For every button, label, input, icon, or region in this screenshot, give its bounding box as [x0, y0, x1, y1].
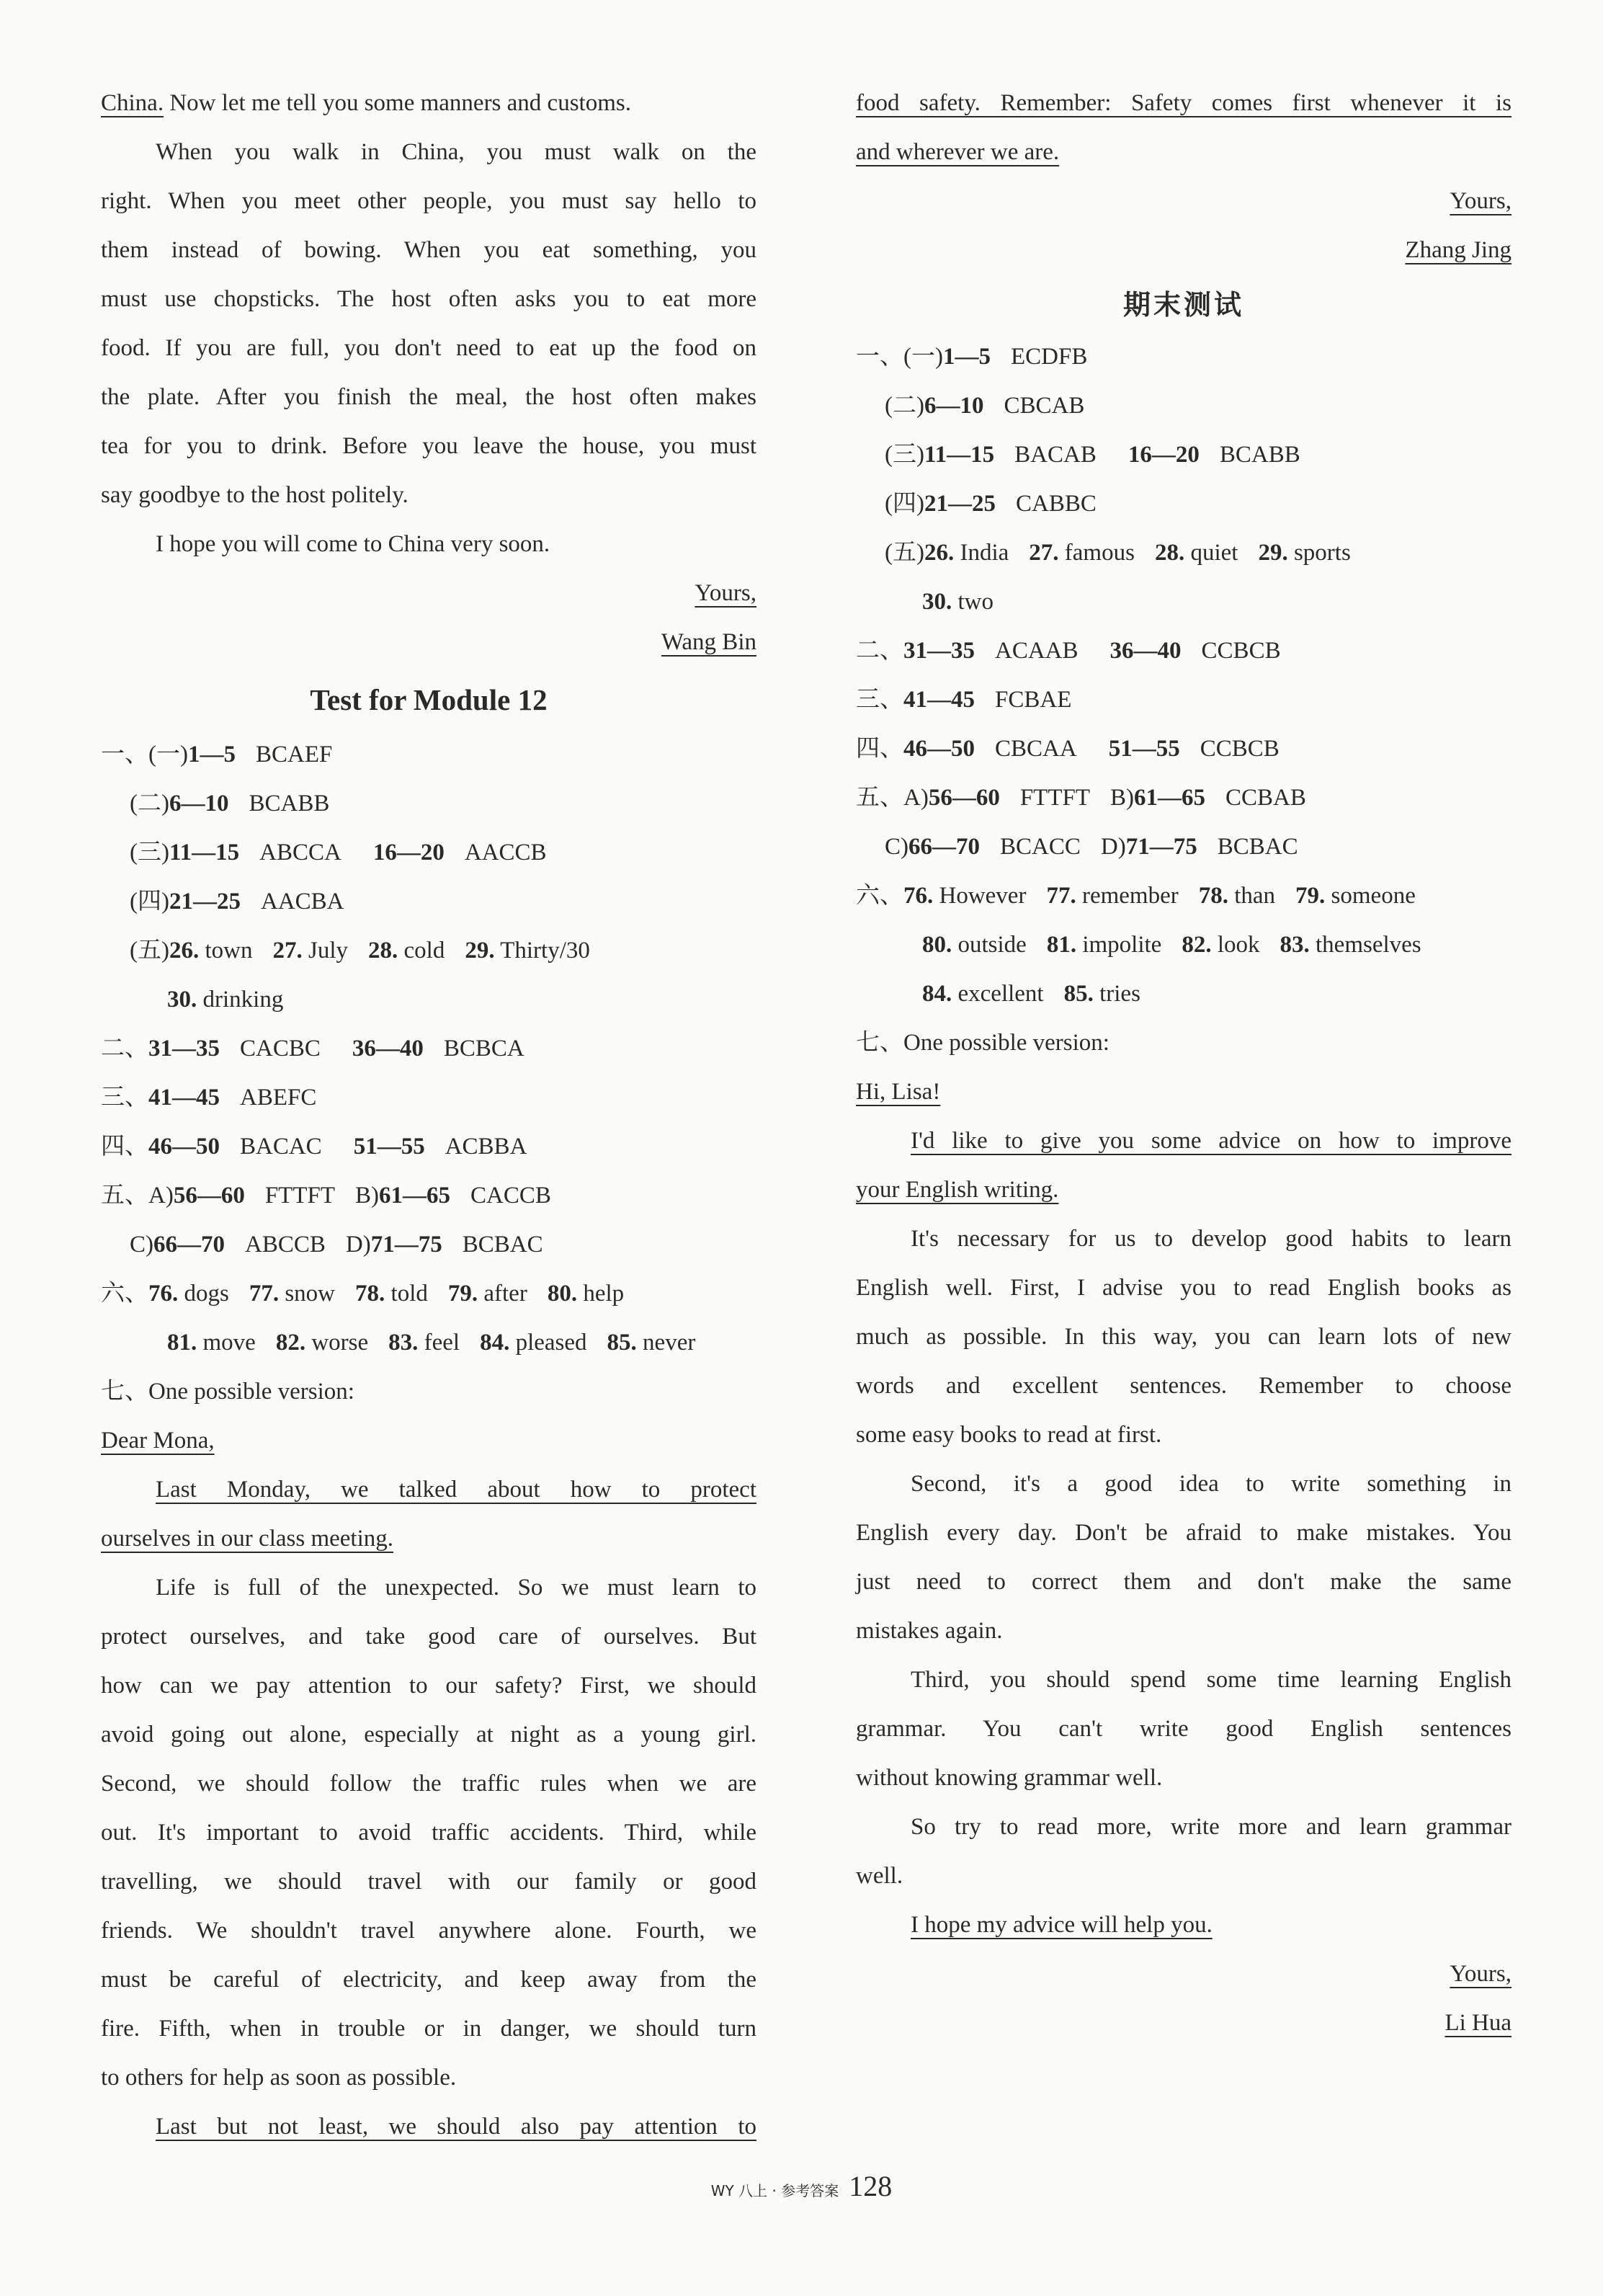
salutation: Hi, Lisa! — [856, 1079, 941, 1105]
page-number: 128 — [849, 2170, 893, 2202]
letter-line: much as possible. In this way, you can learn lots of new — [856, 1324, 1512, 1350]
answer-row: 一、(一)1—5 BCAEF — [101, 742, 333, 767]
answer-row: (五)26. India 27. famous 28. quiet 29. sports — [885, 540, 1351, 566]
answer-row: 三、41—45 ABEFC — [101, 1085, 317, 1111]
answer-row: 七、One possible version: — [856, 1030, 1109, 1056]
letter-line: say goodbye to the host politely. — [101, 482, 408, 508]
answer-row: 81. move 82. worse 83. feel 84. pleased 85. never — [167, 1330, 696, 1356]
letter-line: well. — [856, 1863, 903, 1889]
letter-line: just need to correct them and don't make the same — [856, 1569, 1512, 1595]
answer-row: 80. outside 81. impolite 82. look 83. themselves — [922, 932, 1421, 958]
letter-line: Second, we should follow the traffic rules when we are — [101, 1771, 756, 1797]
answer-row: 五、A)56—60 FTTFT B)61—65 CACCB — [101, 1183, 551, 1209]
answer-row: (二)6—10 CBCAB — [885, 393, 1085, 419]
answer-row: (三)11—15 BACAB 16—20 BCABB — [885, 442, 1300, 468]
page-footer — [0, 2169, 1603, 2203]
letter-line: grammar. You can't write good English sentences — [856, 1716, 1512, 1742]
answer-row: 84. excellent 85. tries — [922, 981, 1140, 1007]
letter-line: the plate. After you finish the meal, the host often makes — [101, 384, 756, 410]
answer-row: 二、31—35 ACAAB 36—40 CCBCB — [856, 638, 1281, 664]
letter-line-underlined: I hope my advice will help you. — [911, 1912, 1213, 1938]
letter-line-underlined: Last Monday, we talked about how to protect — [156, 1477, 756, 1503]
answer-row: (二)6—10 BCABB — [130, 791, 330, 816]
signature: Li Hua — [1445, 2010, 1512, 2036]
letter-line: must use chopsticks. The host often asks you to eat more — [101, 286, 756, 312]
letter-line: must be careful of electricity, and keep away from the — [101, 1967, 756, 1993]
footer-code: WY 八上 · 参考答案 — [710, 2182, 839, 2199]
letter-line: I hope you will come to China very soon. — [156, 531, 550, 557]
letter-line: Second, it's a good idea to write something in — [911, 1471, 1512, 1497]
letter-line-underlined: Last but not least, we should also pay attention to — [156, 2114, 756, 2140]
letter-line: protect ourselves, and take good care of ourselves. But — [101, 1624, 756, 1650]
answer-row: (四)21—25 AACBA — [130, 889, 344, 915]
letter-line: friends. We shouldn't travel anywhere alone. Fourth, we — [101, 1918, 756, 1944]
letter-line: travelling, we should travel with our family or good — [101, 1869, 756, 1895]
letter-line: some easy books to read at first. — [856, 1422, 1162, 1448]
letter-line-underlined: ourselves in our class meeting. — [101, 1526, 393, 1552]
letter-line: Life is full of the unexpected. So we must learn to — [156, 1575, 756, 1601]
letter-line: right. When you meet other people, you must say hello to — [101, 188, 756, 214]
closing: Yours, — [1450, 1961, 1512, 1987]
letter-line: tea for you to drink. Before you leave the house, you must — [101, 433, 756, 459]
answer-row: 30. drinking — [167, 987, 284, 1013]
letter-line-underlined: your English writing. — [856, 1177, 1059, 1203]
answer-row: 七、One possible version: — [101, 1379, 354, 1405]
answer-row: 四、46—50 CBCAA 51—55 CCBCB — [856, 736, 1280, 762]
text: Now let me tell you some manners and customs. — [164, 90, 631, 116]
answer-row: C)66—70 BCACC D)71—75 BCBAC — [885, 834, 1298, 860]
answer-row: C)66—70 ABCCB D)71—75 BCBAC — [130, 1232, 543, 1258]
answer-row: (四)21—25 CABBC — [885, 491, 1097, 517]
signature: Zhang Jing — [1405, 237, 1512, 263]
letter-line: out. It's important to avoid traffic accidents. Third, while — [101, 1820, 756, 1846]
letter-line: mistakes again. — [856, 1618, 1003, 1644]
letter-line: how can we pay attention to our safety? First, we should — [101, 1673, 756, 1699]
letter-line: English well. First, I advise you to read English books as — [856, 1275, 1512, 1301]
letter-line: them instead of bowing. When you eat something, you — [101, 237, 756, 263]
answer-row: (三)11—15 ABCCA 16—20 AACCB — [130, 840, 547, 866]
letter-line-underlined: I'd like to give you some advice on how to improve — [911, 1128, 1512, 1154]
answer-row: 三、41—45 FCBAE — [856, 687, 1072, 713]
answer-row: 一、(一)1—5 ECDFB — [856, 344, 1088, 370]
answer-row: 四、46—50 BACAC 51—55 ACBBA — [101, 1134, 527, 1160]
section-heading: Test for Module 12 — [310, 683, 548, 716]
letter-line-underlined: food safety. Remember: Safety comes first whenever it is — [856, 90, 1512, 116]
letter-line: So try to read more, write more and learn grammar — [911, 1814, 1512, 1840]
letter-line-underlined: and wherever we are. — [856, 139, 1060, 165]
letter-line: food. If you are full, you don't need to eat up the food on — [101, 335, 756, 361]
answer-row: 30. two — [922, 589, 993, 615]
section-heading: 期末测试 — [1122, 289, 1244, 321]
answer-row: 六、76. However 77. remember 78. than 79. someone — [856, 883, 1416, 909]
letter-line: Third, you should spend some time learning English — [911, 1667, 1512, 1693]
letter-line: When you walk in China, you must walk on the — [156, 139, 756, 165]
letter-line: fire. Fifth, when in trouble or in danger, we should turn — [101, 2016, 756, 2042]
letter-line: It's necessary for us to develop good habits to learn — [911, 1226, 1512, 1252]
answer-row: 五、A)56—60 FTTFT B)61—65 CCBAB — [856, 785, 1306, 811]
answer-row: 二、31—35 CACBC 36—40 BCBCA — [101, 1036, 524, 1062]
answer-row: 六、76. dogs 77. snow 78. told 79. after 80. help — [101, 1281, 625, 1307]
closing: Yours, — [695, 580, 756, 606]
closing: Yours, — [1450, 188, 1512, 214]
letter-line: words and excellent sentences. Remember to choose — [856, 1373, 1512, 1399]
salutation: Dear Mona, — [101, 1428, 215, 1454]
signature: Wang Bin — [661, 629, 756, 655]
letter-line: English every day. Don't be afraid to make mistakes. You — [856, 1520, 1512, 1546]
letter-line: without knowing grammar well. — [856, 1765, 1163, 1791]
answer-row: (五)26. town 27. July 28. cold 29. Thirty/30 — [130, 938, 590, 964]
letter-line — [101, 85, 756, 121]
letter-line: to others for help as soon as possible. — [101, 2065, 457, 2091]
letter-line: avoid going out alone, especially at night as a young girl. — [101, 1722, 756, 1748]
underlined-text: China. — [101, 90, 164, 116]
